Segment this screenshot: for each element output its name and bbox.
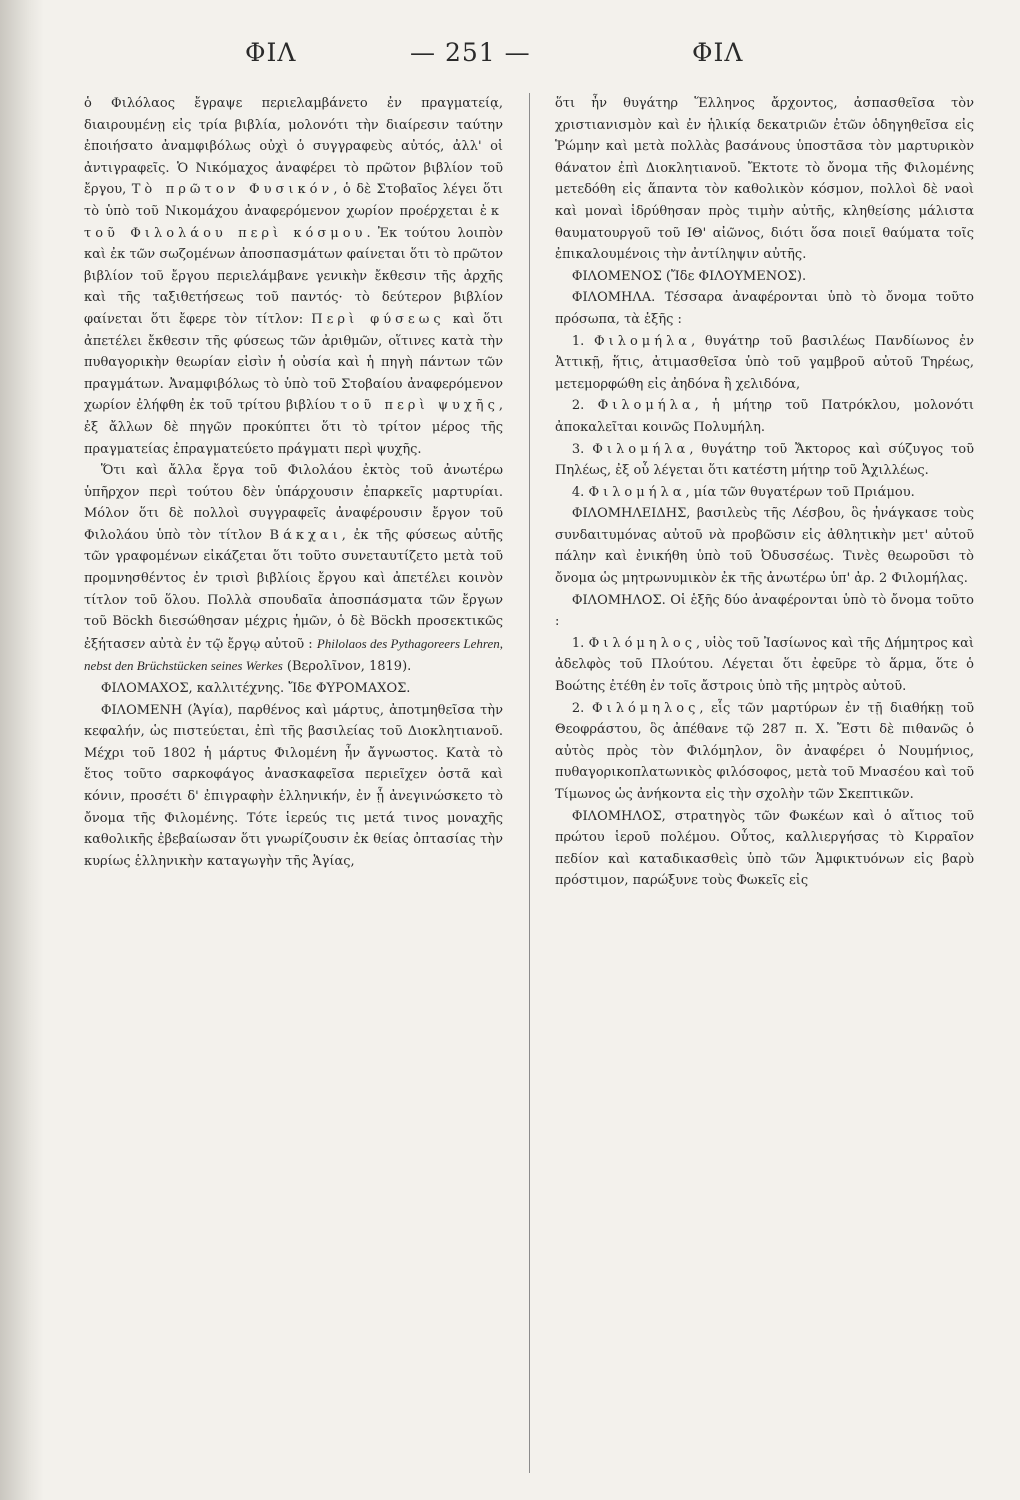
- entry-philomachos: ΦΙΛΟΜΑΧΟΣ, καλλιτέχνης. Ἴδε ΦΥΡΟΜΑΧΟΣ.: [100, 681, 411, 697]
- title-spaced: Βάκχαι: [269, 527, 342, 543]
- item-number: 1.: [571, 333, 594, 349]
- header-right-keyword: ΦΙΛ: [692, 38, 744, 67]
- text-columns: [84, 93, 974, 1473]
- text-run: (Βερολῖνον, 1819).: [282, 659, 412, 675]
- text-run: , μία τῶν θυγατέρων τοῦ Πριάμου.: [685, 484, 915, 500]
- name-spaced: Φιλομήλα: [593, 333, 692, 349]
- text-run: , ἡ μήτηρ τοῦ Πατρόκλου, μολονότι ἀποκαλεῖται κοινῶς Πολυμήλη.: [555, 398, 974, 435]
- name-spaced: Φιλόμηλος: [591, 700, 700, 716]
- name-spaced: Φιλομήλα: [597, 398, 695, 414]
- item-number: 2.: [571, 398, 598, 414]
- left-column: [84, 93, 503, 1473]
- right-column: [555, 93, 974, 1473]
- subentry-philomila-3: [555, 439, 974, 482]
- text-run: , ἐκ τῆς φύσεως αὐτῆς τῶν γραφομένων εἰκάζεται ὅτι τοῦτο συνεταυτίζετο μετὰ τοῦ προμνησθέντος ἐν τρισὶ βιβλίοις ἔργου καὶ ἀπετέλει κοινὸν τίτλον τοῦ ὅλου. Πολλὰ σπουδαῖα ἀποσπάσματα τῶν ἔργων τοῦ Böckh διεσώθησαν μέχρις ἡμῶν, ὁ δὲ Böckh προσεκτικῶς ἐξήτασεν αὐτὰ ἐν τῷ ἔργῳ αὐτοῦ :: [84, 527, 503, 652]
- entry-philomeni: ΦΙΛΟΜΕΝΗ (Ἁγία), παρθένος καὶ μάρτυς, ἀποτμηθεῖσα τὴν κεφαλήν, ὡς πιστεύεται, ἐπὶ τῆς βασιλείας τοῦ Διοκλητιανοῦ. Μέχρι τοῦ 1802 ἡ μάρτυς Φιλομένη ἦν ἄγνωστος. Κατὰ τὸ ἔτος τοῦτο σαρκοφάγος ἀνασκαφεῖσα περιεῖχεν ὀστᾶ καὶ κόνιν, προσέτι δ' ἐπιγραφὴν ἑλληνικήν, ἐν ᾗ ἀνεγινώσκετο τὸ ὄνομα τῆς Φιλομένης. Τότε ἱερεύς τις μετά τινος μοναχῆς καθολικῆς ἐβεβαίωσαν ὅτι γνωρίζουσιν ἐκ θείας ὀπτασίας τὴν κυρίως ἑλληνικὴν καταγωγὴν τῆς Ἁγίας,: [84, 702, 503, 869]
- text-run: , εἷς τῶν μαρτύρων ἐν τῇ διαθήκῃ τοῦ Θεοφράστου, ὃς ἀπέθανε τῷ 287 π. Χ. Ἔστι δὲ πιθανῶς ὁ αὐτὸς πρὸς τὸν Φιλόμηλον, ὃν ἀναφέρει ὁ Νουμήνιος, πυθαγορικοπλατωνικὸς φιλόσοφος, μετὰ τοῦ Μνασέου καὶ τοῦ Τίμωνος ὡς ἀνήκοντα εἰς τὴν σχολὴν τῶν Σκεπτικῶν.: [555, 700, 974, 802]
- subentry-philomilos-1: [555, 633, 974, 698]
- text-run: ὁ Φιλόλαος ἔγραψε περιελαμβάνετο ἐν πραγματείᾳ, διαιρουμένῃ εἰς τρία βιβλία, μολονότι τὴν διαίρεσιν ταύτην ἐποιήσατο ἀναμφιβόλως οὐχὶ ὁ συγγραφεὺς αὐτός, ἀλλ' οἱ ἀντιγραφεῖς. Ὁ Νικόμαχος ἀναφέρει τὸ πρῶτον βιβλίον τοῦ ἔργου,: [84, 96, 503, 198]
- entry-philomeni-continued: ὅτι ἦν θυγάτηρ Ἕλληνος ἄρχοντος, ἀσπασθεῖσα τὸν χριστιανισμὸν καὶ ἐν ἡλικίᾳ δεκατριῶν ἐτῶν ὁδηγηθεῖσα εἰς Ῥώμην καὶ μετὰ πολλὰς βασάνους ὑποστᾶσα τὸν μαρτυρικὸν θάνατον ἐπὶ Διοκλητιανοῦ. Ἔκτοτε τὸ ὄνομα τῆς Φιλομένης μετεδόθη εἰς ἅπαντα τὸν καθολικὸν κόσμον, πολλοὶ δὲ ναοὶ καὶ μοναὶ ἱδρύθησαν πρὸς τιμὴν αὐτῆς, κληθείσης μάλιστα θαυματουργοῦ τοῦ ΙΘ' αἰῶνος, διότι ὅσα ποιεῖ θαύματα τοῖς ἐπικαλουμένοις τὴν ἀντίληψιν αὐτῆς.: [555, 96, 974, 263]
- name-spaced: Φιλόμηλος: [588, 635, 696, 651]
- item-number: 2.: [571, 700, 592, 716]
- text-run: , θυγάτηρ τοῦ Ἄκτορος καὶ σύζυγος τοῦ Πηλέως, ἐξ οὗ λέγεται ὅτι κατέστη μήτηρ τοῦ Ἀχιλλέως.: [555, 441, 974, 479]
- text-run: Ὅτι καὶ ἄλλα ἔργα τοῦ Φιλολάου ἐκτὸς τοῦ ἀνωτέρω ὑπῆρχον περὶ τούτου δὲν ὑπάρχουσιν ἐπαρκεῖς μαρτυρίαι. Μόλον ὅτι δὲ πολλοὶ συγγραφεῖς ἀναφέρουσιν ἔργον τοῦ Φιλολάου ὑπὸ τὸν τίτλον: [84, 463, 503, 543]
- text-run: καὶ ὅτι ἀπετέλει ἔκθεσιν τῆς φύσεως τῶν ἀριθμῶν, οἵτινες κατὰ τὴν πυθαγορικὴν θεωρίαν εἰσὶν ἡ οὐσία καὶ ἡ πηγὴ πάντων τῶν πραγμάτων. Ἀναμφιβόλως τὸ ὑπὸ τοῦ Στοβαίου ἀναφερόμενον χωρίον ἐλήφθη ἐκ τοῦ τρίτου βιβλίου: [84, 311, 503, 414]
- entry-philomileides: ΦΙΛΟΜΗΛΕΙΔΗΣ, βασιλεὺς τῆς Λέσβου, ὃς ἠνάγκασε τοὺς συνδαιτυμόνας αὐτοῦ νὰ προβῶσιν εἰς ἀθλητικὴν μετ' αὐτοῦ πάλην καὶ ἐνικήθη ὑπὸ τοῦ Ὀδυσσέως. Τινὲς θεωροῦσι τὸ ὄνομα ὡς μητρωνυμικὸν ἐκ τῆς ἀνωτέρω ὑπ' ἀρ. 2 Φιλομήλας.: [555, 506, 974, 587]
- item-number: 4.: [571, 484, 589, 500]
- text-run: , ἐξ ἄλλων δὲ πηγῶν προκύπτει ὅτι τὸ τρίτον μέρος τῆς πραγματείας ἐπραγματεύετο πράγματι περὶ ψυχῆς.: [84, 398, 503, 457]
- paragraph-philolaos-work: [84, 93, 503, 460]
- title-spaced: ἐκ τοῦ Φιλολάου περὶ κόσμου: [84, 203, 503, 241]
- title-spaced: Τὸ πρῶτον Φυσικόν: [131, 182, 334, 198]
- header-left-keyword: ΦΙΛ: [245, 38, 297, 67]
- page-number: — 251 —: [410, 38, 531, 67]
- subentry-philomilos-2: [555, 698, 974, 806]
- entry-philomilos: ΦΙΛΟΜΗΛΟΣ. Οἱ ἑξῆς δύο ἀναφέρονται ὑπὸ τὸ ὄνομα τοῦτο :: [555, 592, 974, 630]
- title-spaced: τοῦ περὶ ψυχῆς: [340, 398, 499, 414]
- column-divider: [529, 93, 530, 1473]
- text-run: , ὁ δὲ Στοβαῖος λέγει ὅτι τὸ ὑπὸ τοῦ Νικομάχου ἀναφερόμενον χωρίον προέρχεται: [84, 182, 503, 219]
- text-run: , θυγάτηρ τοῦ βασιλέως Πανδίωνος ἐν Ἀττικῇ, ἥτις, ἀτιμασθεῖσα ὑπὸ τοῦ γαμβροῦ αὐτοῦ Τηρέως, μετεμορφώθη εἰς ἀηδόνα ἢ χελιδόνα,: [555, 333, 974, 392]
- item-number: 3.: [571, 441, 593, 457]
- subentry-philomila-4: [555, 482, 974, 504]
- item-number: 1.: [571, 635, 589, 651]
- entry-philomenos: ΦΙΛΟΜΕΝΟΣ (Ἴδε ΦΙΛΟΥΜΕΝΟΣ).: [571, 268, 807, 284]
- text-run: , υἱὸς τοῦ Ἰασίωνος καὶ τῆς Δήμητρος καὶ ἀδελφὸς τοῦ Πλούτου. Λέγεται ὅτι ἐφεῦρε τὸ ἅρμα, ὅτε ὁ Βοώτης ἐτέθη ἐν τοῖς ἄστροις ὑπὸ τῆς μητρὸς αὐτοῦ.: [555, 635, 974, 695]
- name-spaced: Φιλομήλα: [588, 484, 686, 500]
- title-spaced: Περὶ φύσεως: [311, 311, 445, 327]
- entry-philomilos-general: ΦΙΛΟΜΗΛΟΣ, στρατηγὸς τῶν Φωκέων καὶ ὁ αἴτιος τοῦ πρώτου ἱεροῦ πολέμου. Οὗτος, καλλιεργήσας τὸ Κιρραῖον πεδίον καὶ καταδικασθεὶς ὑπὸ τῶν Ἀμφικτυόνων εἰς βαρὺ πρόστιμον, παρώξυνε τοὺς Φωκεῖς εἰς: [555, 808, 974, 889]
- book-title-italic: Philolaos des Pythagoreers Lehren, nebst den Brüchstücken seines Werkes: [84, 635, 503, 674]
- entry-philomila: ΦΙΛΟΜΗΛΑ. Τέσσαρα ἀναφέρονται ὑπὸ τὸ ὄνομα τοῦτο πρόσωπα, τὰ ἑξῆς :: [555, 290, 974, 327]
- binding-shadow: [0, 0, 44, 1500]
- page-header: [80, 38, 960, 78]
- subentry-philomila-1: [555, 331, 974, 396]
- paragraph-other-works: [84, 460, 503, 678]
- subentry-philomila-2: [555, 395, 974, 438]
- text-run: . Ἐκ τούτου λοιπὸν καὶ ἐκ τῶν σωζομένων ἀποσπασμάτων φαίνεται ὅτι τὸ πρῶτον βιβλίον τοῦ ἔργου περιελάμβανε γενικὴν ἔκθεσιν τῆς ἀρχῆς καὶ τῆς ταξιθετήσεως τοῦ παντός· τὸ δεύτερον βιβλίον φαίνεται ὅτι ἔφερε τὸν τίτλον:: [84, 225, 503, 327]
- name-spaced: Φιλομήλα: [592, 441, 690, 457]
